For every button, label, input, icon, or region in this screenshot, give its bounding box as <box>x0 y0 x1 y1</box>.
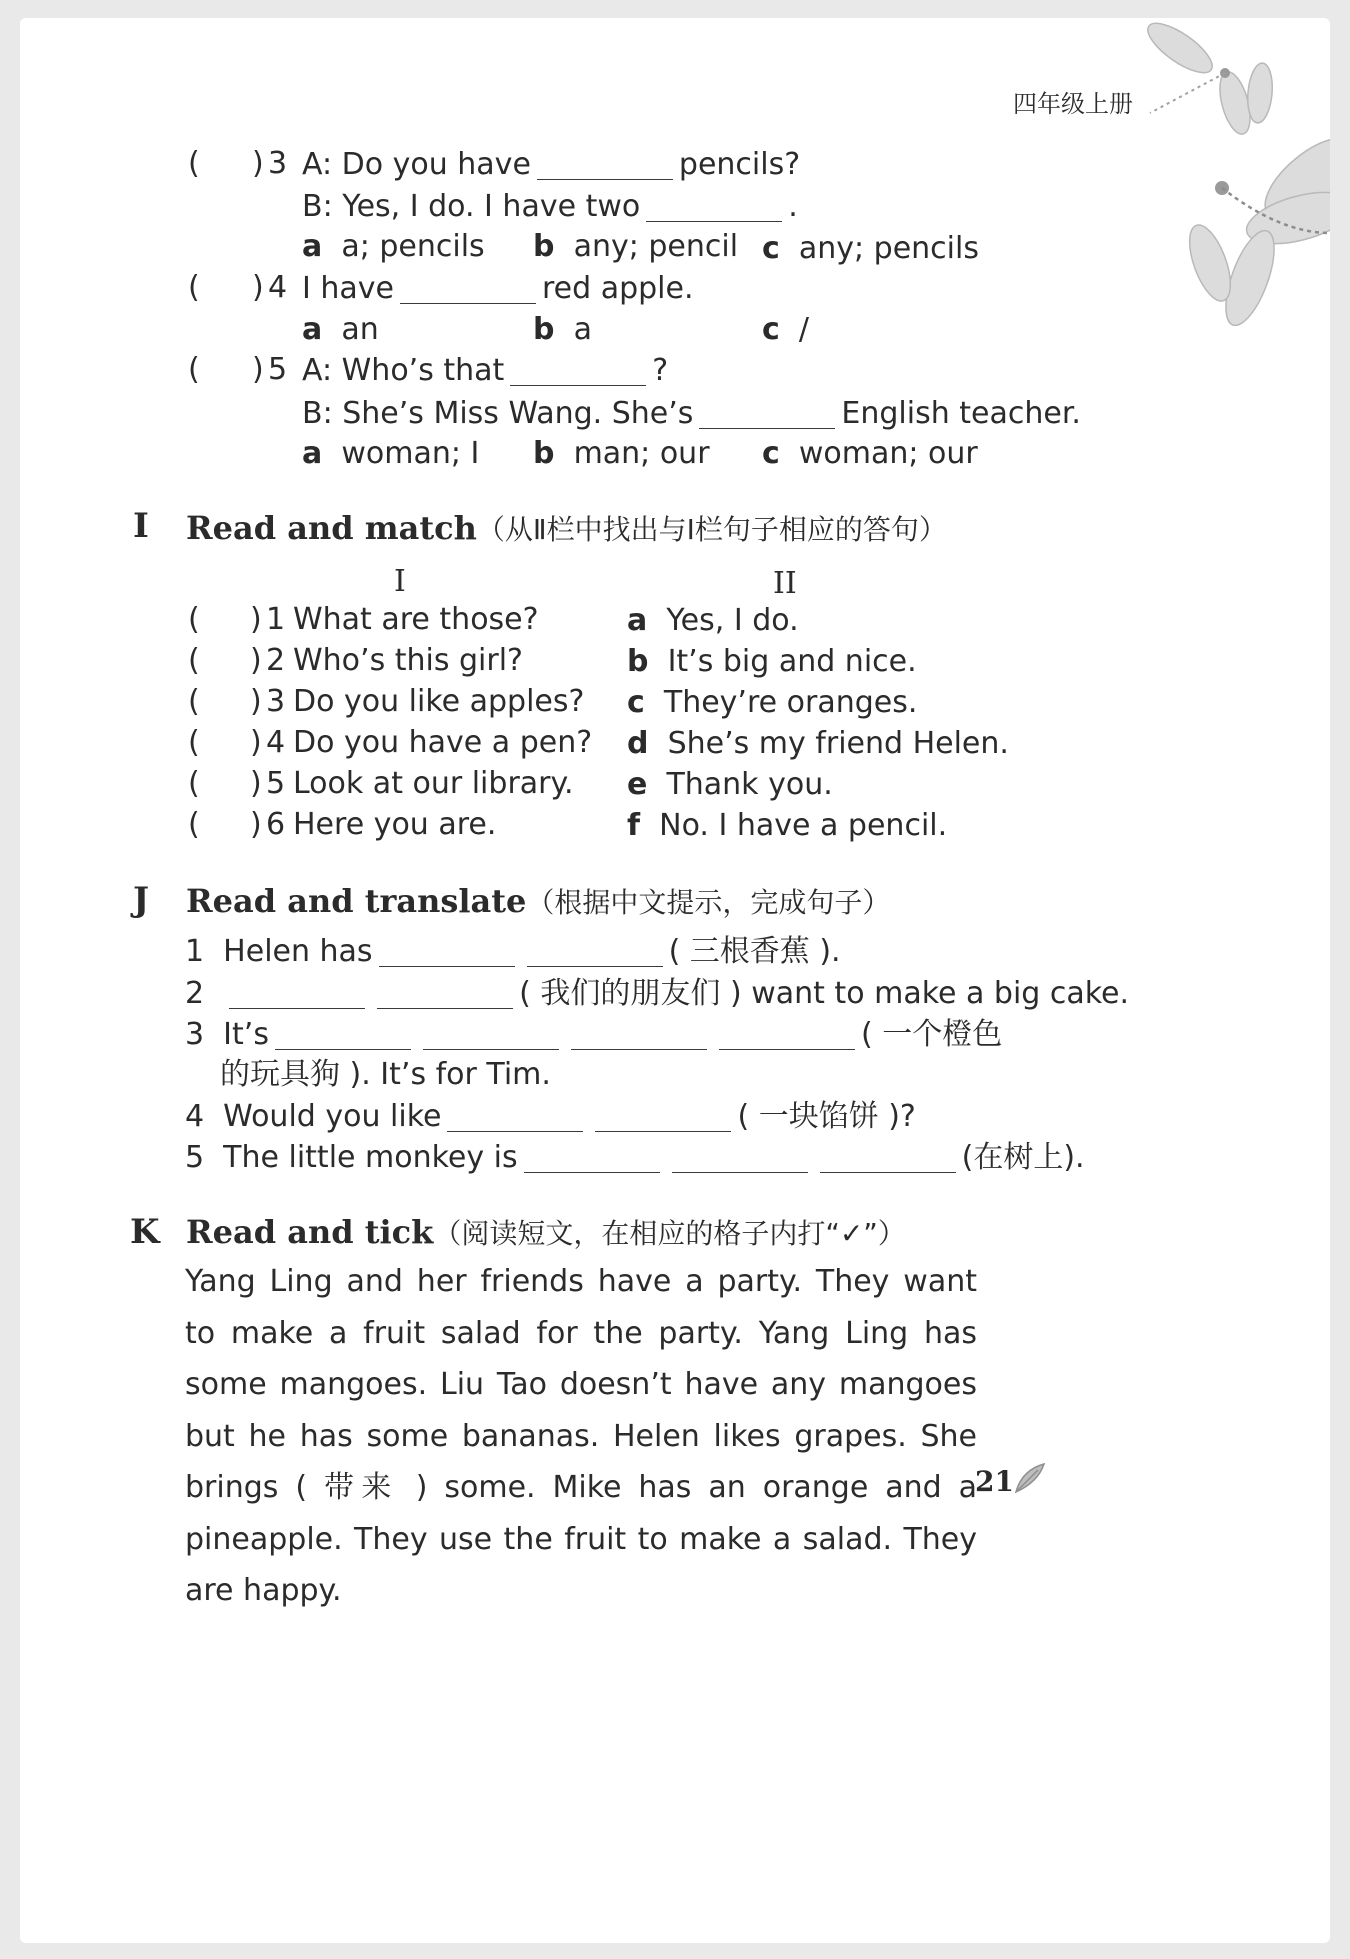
answer-letter: e <box>627 767 648 802</box>
section-instruction: （阅读短文，在相应的格子内打“✓”） <box>433 1217 906 1250</box>
answer-paren-close: ) <box>250 643 262 678</box>
option-letter: c <box>762 312 780 347</box>
answer-item <box>627 685 1009 729</box>
answer-letter: a <box>627 603 648 638</box>
answer-letter: d <box>627 726 649 761</box>
option-b <box>533 312 592 347</box>
translate-item-5 <box>185 1142 1085 1173</box>
line-text: . <box>788 189 798 224</box>
book-label: 四年级上册 <box>1013 90 1133 118</box>
answer-blank[interactable] <box>719 1019 855 1050</box>
dragonfly-decoration-icon <box>1140 18 1330 348</box>
item-number: 4 <box>266 725 286 760</box>
item-number: 1 <box>185 934 205 969</box>
answer-blank[interactable] <box>527 936 663 967</box>
answer-item <box>627 644 1009 688</box>
answer-letter: b <box>627 644 649 679</box>
section-title-text: Read and translate <box>186 882 527 920</box>
option-letter: c <box>762 436 780 471</box>
section-title <box>186 881 890 921</box>
option-b <box>533 436 710 471</box>
answer-blank[interactable] <box>699 398 835 429</box>
option-letter: b <box>533 436 555 471</box>
option-text: a <box>573 312 592 347</box>
item-number: 5 <box>185 1140 205 1175</box>
reading-passage: Yang Ling and her friends have a party. They want to make a fruit salad for the party. Yang Ling has some mangoes. Liu Tao doesn’t have any mangoes but he has some bananas. Helen likes grapes. She brings ( 带来 ) some. Mike has an orange and a pineapple. They use the fruit to make a salad. They are happy. <box>185 1264 977 1608</box>
answer-paren-open: ( <box>188 643 200 678</box>
question-number: 3 <box>268 146 288 181</box>
option-b <box>533 229 739 264</box>
section-title-text: Read and match <box>186 509 477 547</box>
item-text: Who’s this girl? <box>293 643 523 678</box>
answer-blank[interactable] <box>275 1019 411 1050</box>
line-text: red apple. <box>542 271 694 306</box>
translate-item-3 <box>185 1019 1002 1050</box>
section-letter: K <box>130 1212 160 1252</box>
item-text: Do you have a pen? <box>293 725 593 760</box>
option-a <box>302 229 485 264</box>
line-text: pencils? <box>678 147 801 182</box>
answer-paren-close: ) <box>252 352 264 387</box>
answer-blank[interactable] <box>820 1142 956 1173</box>
answer-letter: f <box>627 808 641 843</box>
item-text: Helen has <box>223 934 373 969</box>
answer-blank[interactable] <box>379 936 515 967</box>
question-line <box>302 191 798 222</box>
answer-item <box>627 767 1009 811</box>
answer-blank[interactable] <box>377 978 513 1009</box>
item-text: Do you like apples? <box>293 684 585 719</box>
section-instruction: （根据中文提示，完成句子） <box>526 886 891 919</box>
option-a <box>302 312 379 347</box>
answer-blank[interactable] <box>537 149 673 180</box>
item-text: What are those? <box>293 602 539 637</box>
line-text: B: Yes, I do. I have two <box>302 189 641 224</box>
answer-text: She’s my friend Helen. <box>667 726 1009 761</box>
answer-blank[interactable] <box>400 273 536 304</box>
item-number: 4 <box>185 1099 205 1134</box>
line-text: ? <box>652 353 669 388</box>
answer-item <box>627 726 1009 770</box>
answer-blank[interactable] <box>571 1019 707 1050</box>
option-text: man; our <box>573 436 710 471</box>
translate-item-4 <box>185 1101 916 1132</box>
section-letter: I <box>133 506 149 546</box>
option-text: a; pencils <box>341 229 485 264</box>
option-a <box>302 436 480 471</box>
question-number: 4 <box>268 270 288 305</box>
item-number: 2 <box>185 976 205 1011</box>
item-text: Would you like <box>223 1099 442 1134</box>
answer-blank[interactable] <box>646 191 782 222</box>
answer-paren-close: ) <box>250 807 262 842</box>
option-text: woman; I <box>341 436 480 471</box>
answer-blank[interactable] <box>447 1101 583 1132</box>
option-letter: b <box>533 229 555 264</box>
answer-text: Thank you. <box>666 767 833 802</box>
answer-paren-close: ) <box>250 602 262 637</box>
option-text: an <box>341 312 379 347</box>
section-letter: J <box>133 880 150 920</box>
option-text: / <box>798 312 809 347</box>
option-text: any; pencils <box>798 231 979 266</box>
option-text: any; pencil <box>573 229 739 264</box>
line-text: A: Who’s that <box>302 353 505 388</box>
chinese-hint: ( 一个橙色 <box>860 1017 1003 1052</box>
answer-text: It’s big and nice. <box>667 644 917 679</box>
item-number: 1 <box>266 602 286 637</box>
answer-text: No. I have a pencil. <box>659 808 948 843</box>
option-letter: a <box>302 229 323 264</box>
item-number: 3 <box>185 1017 205 1052</box>
option-letter: a <box>302 436 323 471</box>
line-text: I have <box>302 271 394 306</box>
option-c <box>762 231 979 266</box>
translate-item-1 <box>185 936 841 967</box>
answer-paren-open: ( <box>188 352 200 387</box>
option-letter: c <box>762 231 780 266</box>
question-line <box>302 273 694 304</box>
answer-paren-open: ( <box>188 146 200 181</box>
item-text: want to make a big cake. <box>751 976 1130 1011</box>
section-title <box>186 508 947 548</box>
page-number: 21 <box>975 1465 1014 1498</box>
answer-text: Yes, I do. <box>666 603 799 638</box>
answer-paren-open: ( <box>188 602 200 637</box>
answer-paren-close: ) <box>250 684 262 719</box>
option-c <box>762 436 978 471</box>
option-c <box>762 312 809 347</box>
option-text: woman; our <box>798 436 978 471</box>
column-1-header: I <box>394 564 406 599</box>
answer-paren-close: ) <box>250 766 262 801</box>
line-text: B: She’s Miss Wang. She’s <box>302 396 694 431</box>
answer-blank[interactable] <box>672 1142 808 1173</box>
chinese-hint: ( 我们的朋友们 ) <box>519 976 742 1011</box>
question-line <box>302 149 800 180</box>
answer-paren-open: ( <box>188 270 200 305</box>
answer-paren-open: ( <box>188 684 200 719</box>
question-number: 5 <box>268 352 288 387</box>
answer-blank[interactable] <box>510 355 646 386</box>
item-text: It’s <box>223 1017 269 1052</box>
answer-paren-close: ) <box>250 725 262 760</box>
item-number: 5 <box>266 766 286 801</box>
answer-blank[interactable] <box>595 1101 731 1132</box>
item-text: Here you are. <box>293 807 497 842</box>
item-text: The little monkey is <box>223 1140 518 1175</box>
answer-blank[interactable] <box>524 1142 660 1173</box>
line-text: English teacher. <box>841 396 1081 431</box>
chinese-hint: (在树上). <box>961 1140 1085 1175</box>
answer-paren-open: ( <box>188 807 200 842</box>
item-number: 2 <box>266 643 286 678</box>
answer-paren-open: ( <box>188 766 200 801</box>
item-number: 3 <box>266 684 286 719</box>
section-title <box>186 1212 906 1252</box>
line-text: A: Do you have <box>302 147 531 182</box>
option-letter: b <box>533 312 555 347</box>
match-column-2 <box>627 603 1009 852</box>
chinese-hint: ( 三根香蕉 ). <box>668 934 841 969</box>
section-instruction: （从Ⅱ栏中找出与Ⅰ栏句子相应的答句） <box>476 513 947 546</box>
answer-paren-open: ( <box>188 725 200 760</box>
translate-item-3-continuation: 的玩具狗 ). It’s for Tim. <box>220 1057 551 1092</box>
answer-paren-close: ) <box>252 146 264 181</box>
answer-item <box>627 603 1009 647</box>
question-line <box>302 355 668 386</box>
answer-item <box>627 808 1009 852</box>
answer-blank[interactable] <box>423 1019 559 1050</box>
workbook-page <box>20 18 1330 1943</box>
answer-letter: c <box>627 685 645 720</box>
option-letter: a <box>302 312 323 347</box>
item-number: 6 <box>266 807 286 842</box>
translate-item-2 <box>185 978 1129 1009</box>
answer-text: They’re oranges. <box>663 685 918 720</box>
answer-blank[interactable] <box>229 978 365 1009</box>
answer-paren-close: ) <box>252 270 264 305</box>
question-line <box>302 398 1081 429</box>
leaf-icon <box>1012 1460 1048 1496</box>
item-text: Look at our library. <box>293 766 574 801</box>
chinese-hint: ( 一块馅饼 )? <box>737 1099 916 1134</box>
column-2-header: II <box>773 566 797 601</box>
section-title-text: Read and tick <box>186 1213 434 1251</box>
